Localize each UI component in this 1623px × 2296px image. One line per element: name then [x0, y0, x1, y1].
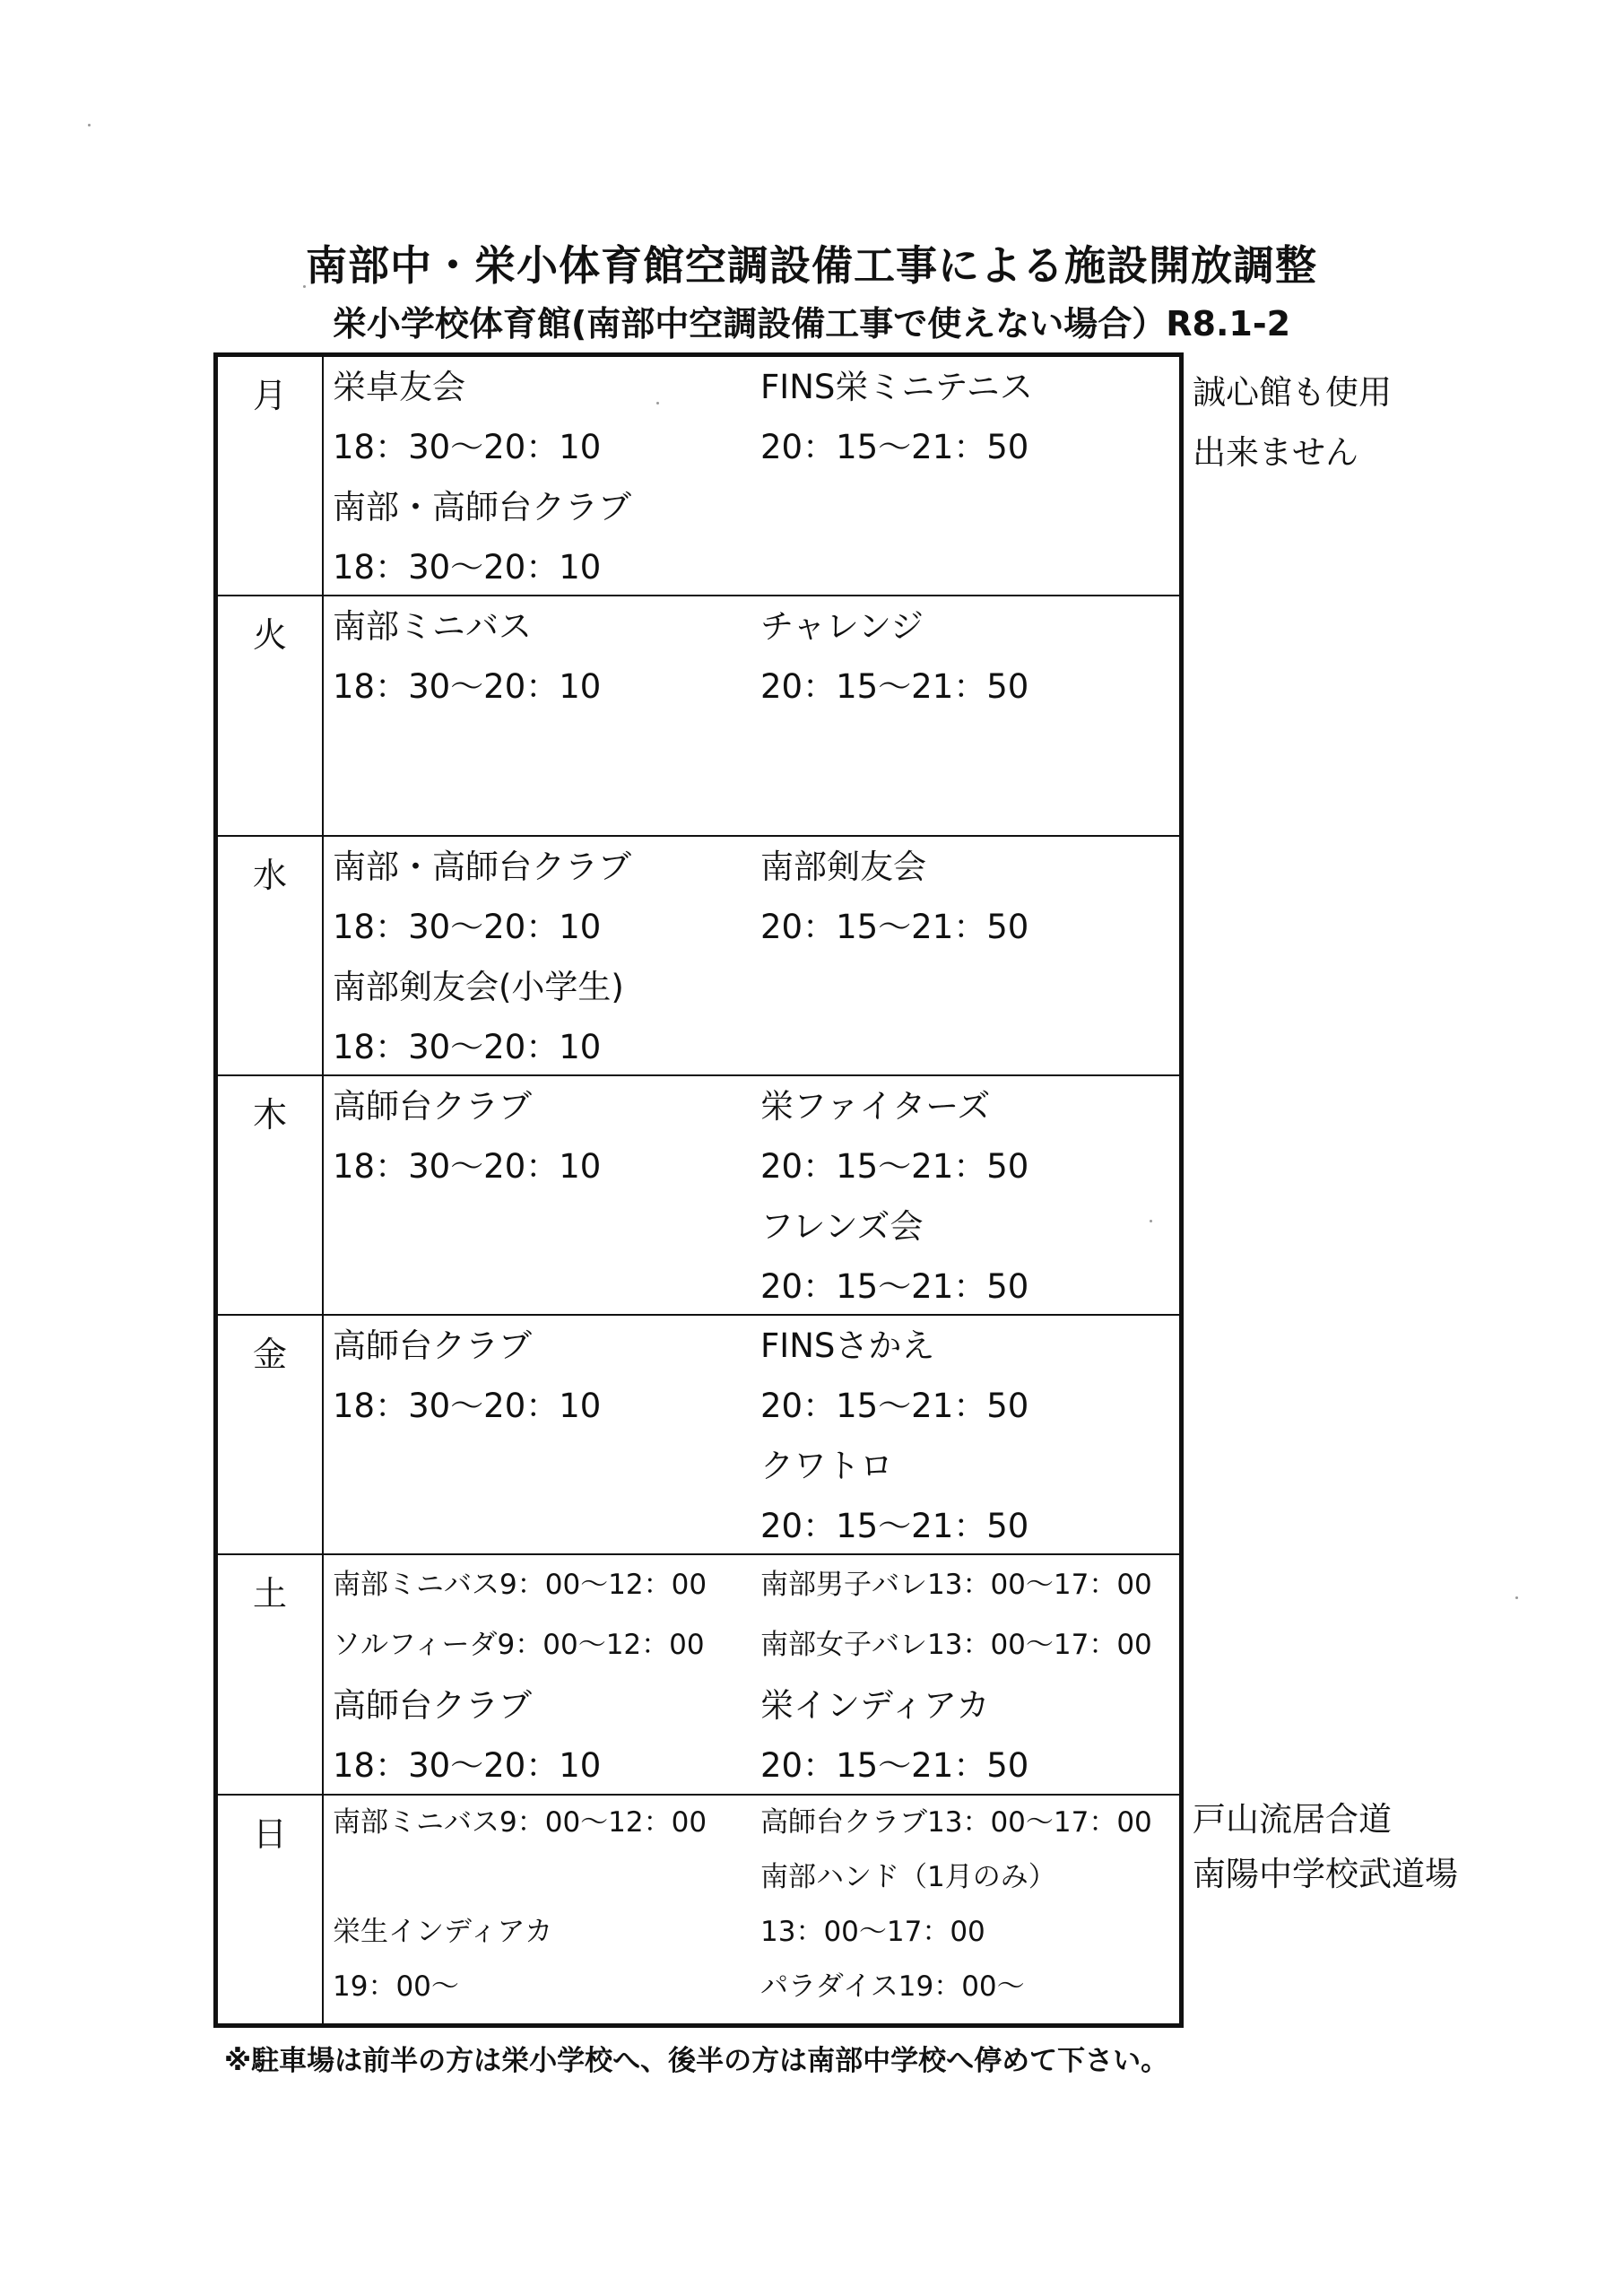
schedule-time: 20：15～21：50: [760, 908, 1029, 946]
sunday-note: [1193, 1792, 1458, 1901]
group-column-2: [760, 1316, 1028, 1556]
schedule-time: 18：30～20：10: [333, 908, 602, 946]
note-line: 南陽中学校武道場: [1193, 1855, 1458, 1893]
scan-speck: [1150, 1220, 1152, 1222]
table-row-thursday: [218, 1074, 1179, 1314]
table-row-monday: [218, 357, 1179, 595]
schedule-entry: [333, 1850, 707, 1905]
day-label: 月: [218, 357, 324, 595]
schedule-entry: 南部ハンド（1月のみ）: [760, 1861, 1056, 1893]
schedule-entry: 高師台クラブ: [333, 1686, 532, 1725]
schedule-time: 19：00～: [333, 1970, 459, 2003]
group-column-2-afternoon: [760, 1555, 1152, 1675]
table-row-tuesday: [218, 595, 1179, 835]
schedule-entry: 南部ミニバス: [333, 607, 532, 646]
schedule-time: 18：30～20：10: [333, 1147, 602, 1186]
schedule-entry: 栄生インディアカ: [333, 1916, 553, 1948]
group-column-2: [760, 1675, 1028, 1796]
schedule-entry: 栄卓友会: [333, 368, 465, 406]
group-column-1: [333, 357, 631, 597]
scan-speck: [88, 124, 91, 126]
scan-speck: [1515, 1596, 1518, 1599]
group-column-2: [760, 1076, 1028, 1317]
schedule-table: [213, 352, 1184, 2028]
day-label: 金: [218, 1316, 324, 1553]
scan-speck: [303, 285, 306, 288]
note-line: 誠心館も使用: [1193, 373, 1392, 412]
group-column-2: [760, 357, 1033, 477]
group-column-1: [333, 596, 601, 717]
schedule-entry: 南部ミニバス9：00～12：00: [333, 1806, 707, 1839]
schedule-time: 18：30～20：10: [333, 1746, 602, 1785]
day-label: 土: [218, 1555, 324, 1794]
schedule-time: 18：30～20：10: [333, 1387, 602, 1425]
schedule-entry: 南部・高師台クラブ: [333, 848, 631, 886]
scan-speck: [656, 402, 659, 404]
schedule-entry: クワトロ: [760, 1447, 893, 1485]
schedule-entry: パラダイス19：00～: [760, 1970, 1025, 2003]
schedule-time: 13：00～17：00: [760, 1916, 985, 1948]
day-label: 木: [218, 1076, 324, 1314]
group-column-1-morning: [333, 1555, 707, 1675]
schedule-entry: 南部剣友会(小学生): [333, 968, 624, 1006]
group-column-1: [333, 1076, 601, 1196]
group-column-1: [333, 837, 631, 1077]
schedule-entry: 栄ファイターズ: [760, 1087, 991, 1126]
note-line: 出来ません: [1193, 433, 1358, 472]
schedule-entry: 高師台クラブ: [333, 1087, 532, 1126]
schedule-time: 18：30～20：10: [333, 1028, 602, 1066]
schedule-entry: 栄インディアカ: [760, 1686, 990, 1725]
group-column-2: [760, 1796, 1152, 2014]
schedule-entry: 高師台クラブ13：00～17：00: [760, 1806, 1152, 1839]
table-row-wednesday: [218, 835, 1179, 1074]
schedule-entry: FINS栄ミニテニス: [760, 368, 1033, 406]
schedule-time: 20：15～21：50: [760, 667, 1029, 706]
schedule-entry: 高師台クラブ: [333, 1326, 532, 1365]
schedule-time: 20：15～21：50: [760, 1267, 1029, 1306]
group-column-2: [760, 596, 1028, 717]
schedule-entry: FINSさかえ: [760, 1326, 935, 1365]
group-column-1: [333, 1796, 707, 2014]
schedule-entry: 南部・高師台クラブ: [333, 488, 631, 526]
schedule-time: 18：30～20：10: [333, 548, 602, 587]
table-row-saturday: [218, 1553, 1179, 1794]
schedule-entry: 南部剣友会: [760, 848, 926, 886]
schedule-time: 20：15～21：50: [760, 1507, 1029, 1545]
note-line: 戸山流居合道: [1193, 1800, 1392, 1839]
day-label: 水: [218, 837, 324, 1074]
schedule-time: 20：15～21：50: [760, 1147, 1029, 1186]
monday-note: [1193, 362, 1392, 483]
table-row-sunday: [218, 1794, 1179, 2023]
page-subtitle: 栄小学校体育館(南部中空調設備工事で使えない場合）R8.1-2: [332, 304, 1291, 344]
schedule-entry: フレンズ会: [760, 1207, 924, 1246]
day-label: 日: [218, 1796, 324, 2023]
table-row-friday: [218, 1314, 1179, 1553]
schedule-time: 18：30～20：10: [333, 428, 602, 466]
schedule-time: 20：15～21：50: [760, 1387, 1029, 1425]
schedule-entry: ソルフィーダ9：00～12：00: [333, 1629, 705, 1661]
schedule-time: 20：15～21：50: [760, 428, 1029, 466]
schedule-entry: チャレンジ: [760, 607, 924, 646]
group-column-2: [760, 837, 1028, 957]
day-label: 火: [218, 596, 324, 835]
schedule-time: 20：15～21：50: [760, 1746, 1029, 1785]
schedule-entry: 南部男子バレ13：00～17：00: [760, 1569, 1152, 1601]
schedule-entry: 南部女子バレ13：00～17：00: [760, 1629, 1152, 1661]
group-column-1: [333, 1316, 601, 1436]
group-column-1: [333, 1675, 601, 1796]
parking-note: ※駐車場は前半の方は栄小学校へ、後半の方は南部中学校へ停めて下さい。: [224, 2045, 1169, 2077]
schedule-entry: 南部ミニバス9：00～12：00: [333, 1569, 707, 1601]
schedule-time: 18：30～20：10: [333, 667, 602, 706]
page-title: 南部中・栄小体育館空調設備工事による施設開放調整: [306, 241, 1317, 290]
